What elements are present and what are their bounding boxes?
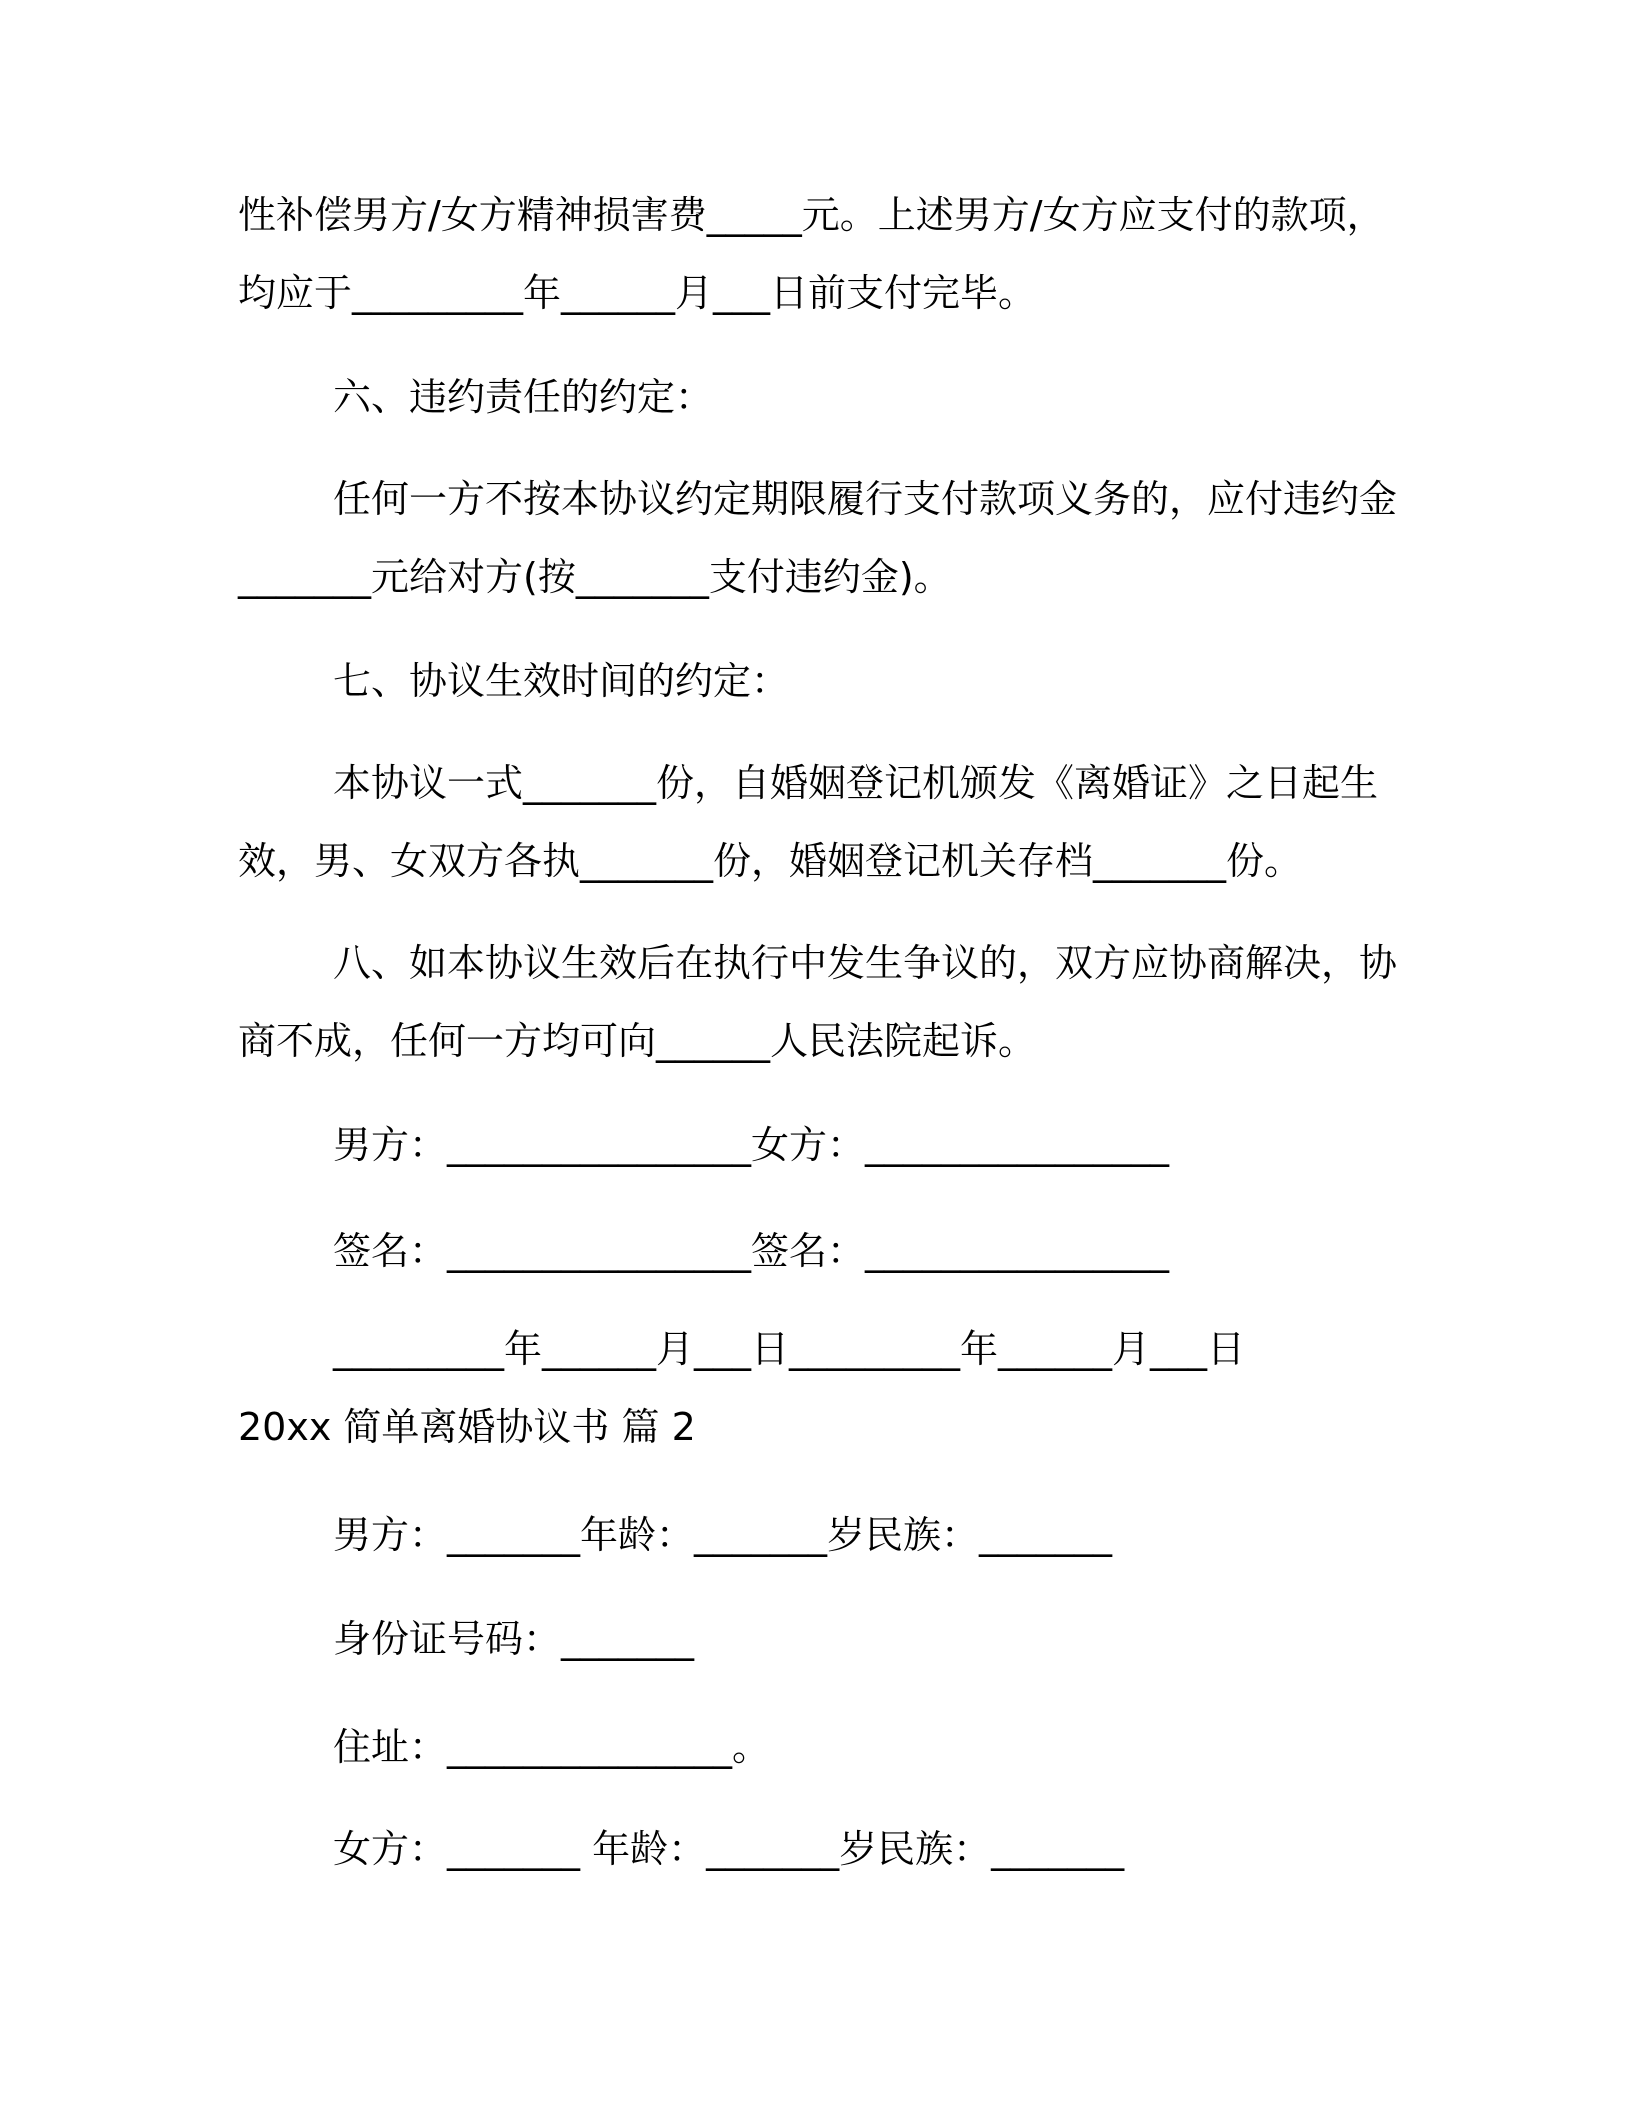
paragraph-line: _______元给对方(按_______支付违约金)。 [238, 555, 952, 599]
paragraph-line: 均应于_________年______月___日前支付完毕。 [238, 271, 1037, 315]
signature-date-line: _________年______月___日_________年______月___日 [333, 1327, 1246, 1371]
form-line-female: 女方：_______ 年龄：_______岁民族：_______ [333, 1827, 1125, 1871]
paragraph-line: 八、如本协议生效后在执行中发生争议的，双方应协商解决，协 [333, 941, 1398, 985]
form-line-address: 住址：_______________。 [333, 1725, 771, 1769]
form-line-male: 男方：_______年龄：_______岁民族：_______ [333, 1513, 1113, 1557]
form-line-id-number: 身份证号码：_______ [333, 1617, 695, 1661]
signature-name-line: 签名：________________签名：________________ [333, 1229, 1170, 1273]
section-heading: 六、违约责任的约定： [333, 375, 714, 419]
paragraph-line: 本协议一式_______份，自婚姻登记机颁发《离婚证》之日起生 [333, 761, 1379, 805]
paragraph-line: 商不成，任何一方均可向______人民法院起诉。 [238, 1019, 1037, 1063]
paragraph-line: 效，男、女双方各执_______份，婚姻登记机关存档_______份。 [238, 839, 1303, 883]
document-heading: 20xx 简单离婚协议书 篇 2 [238, 1405, 696, 1449]
signature-party-line: 男方：________________女方：________________ [333, 1123, 1170, 1167]
paragraph-line: 性补偿男方/女方精神损害费_____元。上述男方/女方应支付的款项， [238, 193, 1385, 237]
section-heading: 七、协议生效时间的约定： [333, 659, 790, 703]
paragraph-line: 任何一方不按本协议约定期限履行支付款项义务的，应付违约金 [333, 477, 1398, 521]
